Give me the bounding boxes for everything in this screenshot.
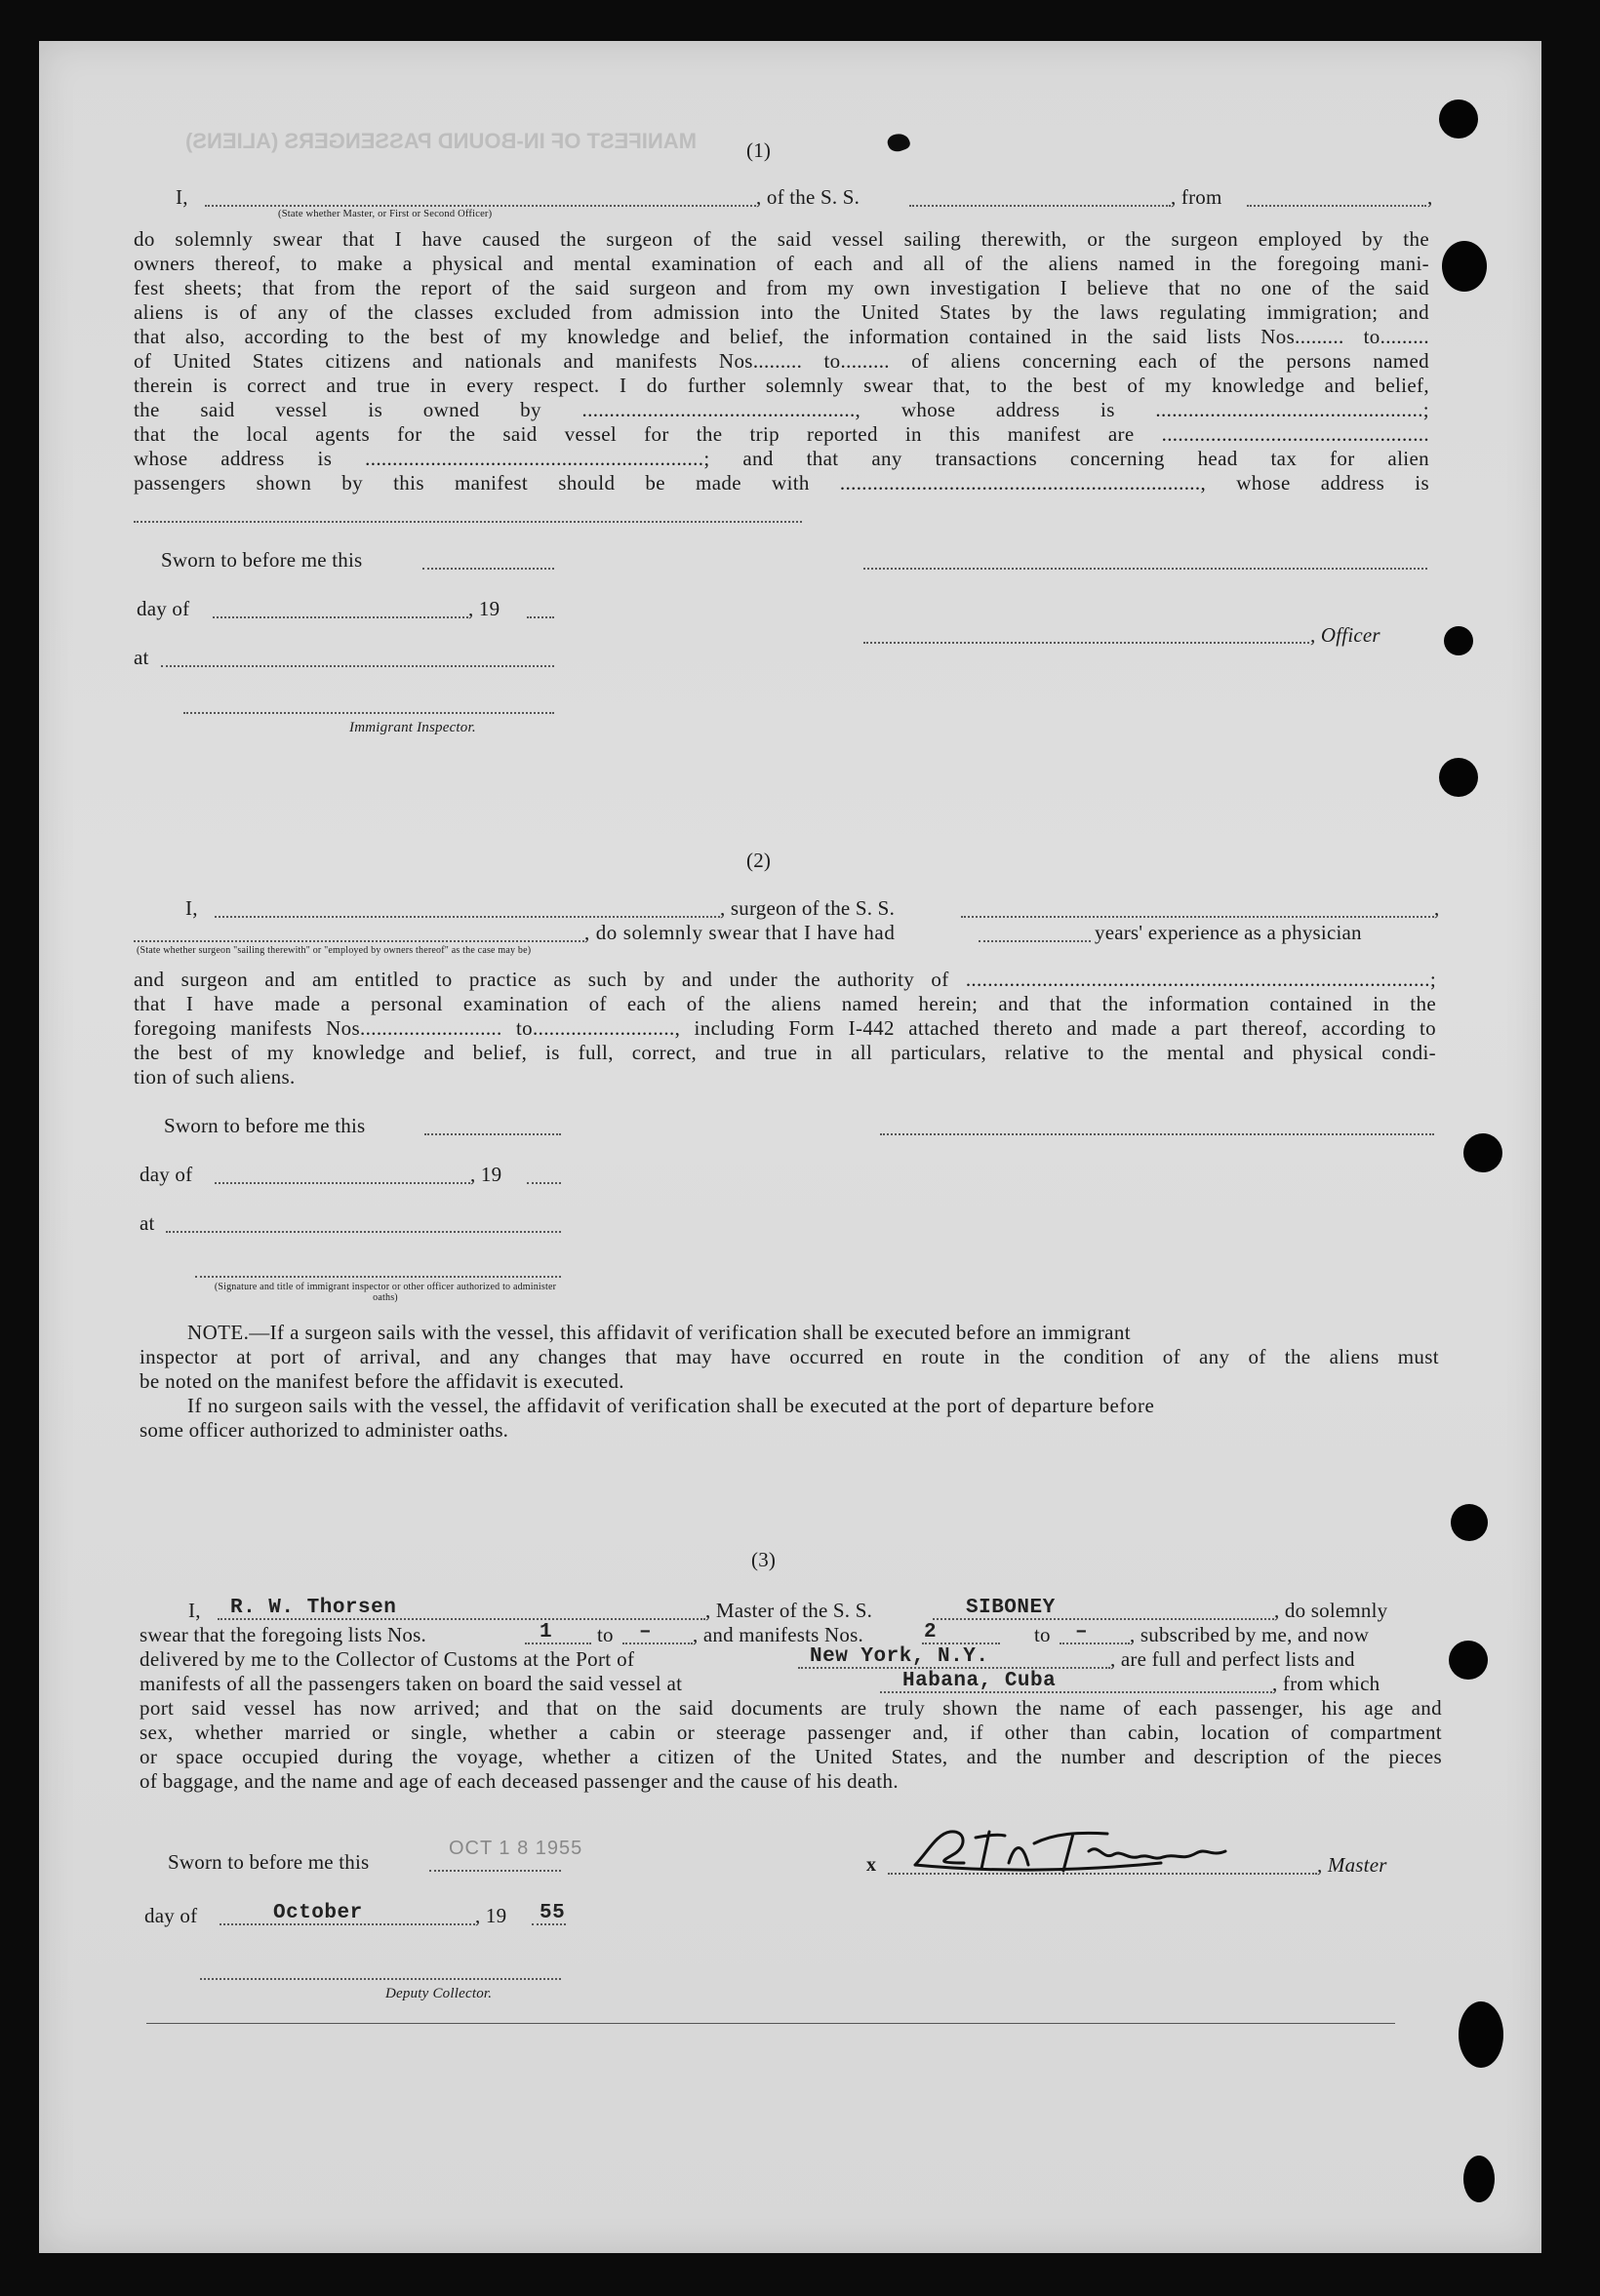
sec2-line: the best of my knowledge and belief, is full, correct, and true in all particulars, relative to the mental and physical condi-	[134, 1041, 1436, 1064]
deputy-signature-blank[interactable]	[200, 1978, 561, 1980]
note-paragraph	[140, 1345, 1439, 1394]
sec3-line: or space occupied during the voyage, whether a citizen of the United States, and the number and description of the pieces	[140, 1745, 1442, 1768]
sec2-surgeon-of: , surgeon of the S. S.	[720, 896, 896, 920]
sec1-from: , from	[1171, 185, 1222, 209]
sec2-sworn-label: Sworn to before me this	[164, 1114, 366, 1137]
sec1-day-of: day of	[137, 597, 190, 620]
sec2-sworn-date-blank[interactable]	[424, 1133, 561, 1135]
sec2-line: that I have made a personal examination of each of the aliens named herein; and that the information contained in the	[134, 992, 1436, 1015]
sec1-officer-signature-blank[interactable]	[863, 568, 1427, 570]
sec3-to1: to	[597, 1623, 614, 1646]
note-line: inspector at port of arrival, and any changes that may have occurred en route in the condition of any of the aliens must	[140, 1345, 1439, 1368]
sec2-vessel-blank[interactable]	[961, 916, 1434, 918]
vessel-name: SIBONEY	[966, 1597, 1056, 1619]
section-1-number: (1)	[746, 139, 772, 162]
sec1-officer-label: , Officer	[1310, 623, 1380, 647]
sec2-line: and surgeon and am entitled to practice as such by and under the authority of .....................................................................................;	[134, 968, 1436, 991]
port-of-departure: Habana, Cuba	[902, 1670, 1057, 1692]
vessel-name-blank[interactable]	[909, 205, 1171, 207]
section-3-number: (3)	[751, 1548, 777, 1571]
note-first-line	[187, 1321, 1131, 1345]
sec1-line: of United States citizens and nationals and manifests Nos......... to......... of aliens concerning each of the persons named	[134, 349, 1429, 373]
date-stamp: OCT 1 8 1955	[449, 1838, 583, 1859]
ink-mark	[886, 131, 912, 154]
manifest-affidavit-page	[39, 41, 1541, 2253]
sec2-i: I,	[185, 896, 198, 920]
sec1-month-blank[interactable]	[213, 616, 468, 618]
sec1-at-blank[interactable]	[161, 665, 554, 667]
deputy-collector-label: Deputy Collector.	[385, 1986, 493, 2001]
sec1-i: I,	[176, 185, 188, 209]
sec3-full-perfect: , are full and perfect lists and	[1110, 1647, 1355, 1671]
bottom-rule	[146, 2023, 1395, 2024]
sec1-of-ss: , of the S. S.	[756, 185, 860, 209]
sec2-inspector-signature-blank[interactable]	[195, 1276, 561, 1278]
master-title: , Master	[1317, 1853, 1387, 1877]
punch-hole	[1463, 2156, 1495, 2202]
sec1-line: therein is correct and true in every respect. I do further solemnly swear that, to the best of my knowledge and belief,	[134, 374, 1429, 397]
surgeon-status-blank[interactable]	[134, 940, 584, 942]
sec3-line: port said vessel has now arrived; and that on the said documents are truly shown the name of each passenger, his age and	[140, 1696, 1442, 1720]
note-label: NOTE.	[187, 1321, 250, 1344]
sec1-year: , 19	[468, 597, 500, 620]
note-text: —If a surgeon sails with the vessel, this affidavit of verification shall be executed before an immigrant	[249, 1321, 1131, 1344]
sec2-swear: , do solemnly swear that I have had	[584, 921, 896, 944]
sec1-line: whose address is ..............................................................; and that any transactions concerning head tax for alien	[134, 447, 1429, 470]
bleed-through-text: MANIFEST OF IN-BOUND PASSENGERS (ALIENS)	[185, 129, 697, 153]
sec3-year-prefix: , 19	[475, 1904, 507, 1927]
sec1-line: that also, according to the best of my knowledge and belief, the information contained in the said lists Nos......... to.........	[134, 325, 1429, 348]
note2-line: some officer authorized to administer oaths.	[140, 1418, 509, 1442]
sec3-manifests-all: manifests of all the passengers taken on board the said vessel at	[140, 1672, 683, 1695]
sec1-at: at	[134, 646, 149, 669]
surgeon-name-blank[interactable]	[215, 916, 720, 918]
sec3-subscribed: , subscribed by me, and now	[1130, 1623, 1370, 1646]
manifests-to-blank[interactable]	[1060, 1643, 1130, 1644]
sec2-day-of: day of	[140, 1163, 193, 1186]
sec3-swear-lists: swear that the foregoing lists Nos.	[140, 1623, 426, 1646]
sec3-sworn-label: Sworn to before me this	[168, 1850, 370, 1874]
sec3-delivered: delivered by me to the Collector of Customs at the Port of	[140, 1647, 635, 1671]
sec1-oath-paragraph	[134, 227, 1429, 495]
port-of-arrival: New York, N.Y.	[810, 1645, 989, 1668]
sec2-year: , 19	[470, 1163, 502, 1186]
sec3-and-manifests: , and manifests Nos.	[693, 1623, 863, 1646]
punch-hole	[1442, 241, 1487, 292]
sec2-years: years' experience as a physician	[1095, 921, 1362, 944]
sec3-day-of: day of	[144, 1904, 198, 1927]
officer-name-blank[interactable]	[205, 205, 756, 207]
sec3-sworn-date-blank[interactable]	[429, 1870, 561, 1872]
sec1-line: passengers shown by this manifest should be made with .................................................................., whose address is	[134, 471, 1429, 495]
section-2-number: (2)	[746, 849, 772, 872]
address-continuation-blank[interactable]	[134, 521, 802, 523]
manifests-to-value: –	[1075, 1621, 1089, 1643]
sec2-month-blank[interactable]	[215, 1182, 470, 1184]
sec2-year-blank[interactable]	[527, 1182, 561, 1184]
sec2-line: tion of such aliens.	[134, 1065, 296, 1089]
sec1-caption: (State whether Master, or First or Second Officer)	[278, 209, 493, 219]
sec3-solemnly: , do solemnly	[1274, 1599, 1388, 1622]
sworn-month: October	[273, 1902, 363, 1924]
sec2-comma: ,	[1434, 896, 1440, 920]
sec2-caption: (State whether surgeon "sailing therewith" or "employed by owners thereof" as the case may be)	[137, 945, 532, 956]
sec1-line: do solemnly swear that I have caused the surgeon of the said vessel sailing therewith, or the surgeon employed by the	[134, 227, 1429, 251]
punch-hole	[1439, 99, 1478, 139]
note2-line: If no surgeon sails with the vessel, the affidavit of verification shall be executed at the port of departure before	[187, 1394, 1155, 1417]
sec2-surgeon-signature-blank[interactable]	[880, 1133, 1434, 1135]
sec3-to2: to	[1034, 1623, 1051, 1646]
sec1-officer-title-blank[interactable]	[863, 642, 1309, 644]
manifests-from-value: 2	[924, 1621, 938, 1643]
signature-graphic	[907, 1814, 1298, 1882]
sec2-signature-caption: (Signature and title of immigrant inspector or other officer authorized to administer oaths)	[214, 1282, 557, 1303]
punch-hole	[1459, 2001, 1503, 2068]
years-experience-blank[interactable]	[979, 940, 1091, 942]
lists-from-blank[interactable]	[525, 1643, 591, 1644]
sec1-line: the said vessel is owned by .................................................., whose address is .................................................;	[134, 398, 1429, 421]
lists-from-value: 1	[540, 1621, 553, 1643]
sec3-master-of: , Master of the S. S.	[705, 1599, 873, 1622]
note-line: be noted on the manifest before the affidavit is executed.	[140, 1369, 624, 1393]
sec3-i: I,	[188, 1599, 201, 1622]
punch-hole	[1444, 626, 1473, 655]
sec1-line: that the local agents for the said vessel for the trip reported in this manifest are .................................................	[134, 422, 1429, 446]
sec1-inspector-label: Immigrant Inspector.	[349, 720, 476, 735]
sworn-year: 55	[540, 1902, 566, 1924]
master-signature	[907, 1814, 1298, 1882]
from-port-blank[interactable]	[1247, 205, 1426, 207]
master-name: R. W. Thorsen	[230, 1597, 397, 1619]
sec1-year-blank[interactable]	[527, 616, 554, 618]
sec1-line: fest sheets; that from the report of the said surgeon and from my own investigation I believe that no one of the said	[134, 276, 1429, 299]
sec2-at-blank[interactable]	[166, 1231, 561, 1233]
punch-hole	[1463, 1133, 1502, 1172]
sec1-sworn-date-blank[interactable]	[422, 568, 554, 570]
punch-hole	[1439, 758, 1478, 797]
lists-to-value: –	[639, 1621, 653, 1643]
sec3-oath-paragraph	[140, 1696, 1442, 1794]
sec1-line: owners thereof, to make a physical and mental examination of each and all of the aliens named in the foregoing mani-	[134, 252, 1429, 275]
punch-hole	[1451, 1504, 1488, 1541]
sec3-line: of baggage, and the name and age of each deceased passenger and the cause of his death.	[140, 1769, 899, 1793]
sec3-line: sex, whether married or single, whether a cabin or steerage passenger and, if other than cabin, location of compartment	[140, 1721, 1442, 1744]
sec1-line: aliens is of any of the classes excluded from admission into the United States by the laws regulating immigration; and	[134, 300, 1429, 324]
sec1-inspector-signature-blank[interactable]	[183, 712, 554, 714]
sec2-line: foregoing manifests Nos.......................... to.........................., including Form I-442 attached thereto and made a part thereof, according to	[134, 1016, 1436, 1040]
sec1-comma: ,	[1427, 185, 1433, 209]
sec2-oath-paragraph	[134, 968, 1436, 1089]
lists-to-blank[interactable]	[622, 1643, 693, 1644]
sec1-sworn-label: Sworn to before me this	[161, 548, 363, 572]
sec2-at: at	[140, 1211, 155, 1235]
punch-hole	[1449, 1641, 1488, 1680]
sec3-from-which: , from which	[1272, 1672, 1380, 1695]
signature-x: x	[866, 1854, 877, 1876]
